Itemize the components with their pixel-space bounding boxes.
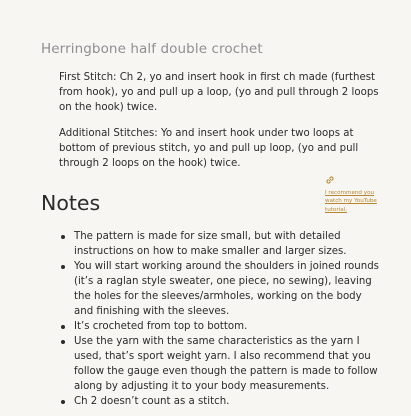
bullet-icon — [61, 340, 65, 344]
additional-stitches-paragraph: Additional Stitches: Yo and insert hook under two loops at bottom of previous stitch, yo and pull up loop, (yo and pull through 2 loops on the hook) twice. — [59, 128, 359, 169]
bullet-icon — [61, 265, 65, 269]
bullet-icon — [61, 400, 65, 404]
list-item — [59, 334, 379, 394]
note-text: The pattern is made for size small, but with detailed instructions on how to make smaller and larger sizes. — [74, 231, 347, 257]
list-item — [59, 319, 379, 334]
note-text: Use the yarn with the same characteristics as the yarn I used, that’s sport weight yarn. I also recommend that you follow the gauge even though the pattern is made to follow along by adjusting it to your body measurements. — [74, 336, 378, 392]
bullet-icon — [61, 235, 65, 239]
note-text: You will start working around the shoulders in joined rounds (it’s a raglan style sweater, one piece, no sewing), leaving the holes for the sleeves/armholes, working on the body and finishing with the sleeves. — [74, 261, 379, 317]
notes-list — [59, 229, 379, 409]
first-stitch-paragraph: First Stitch: Ch 2, yo and insert hook in first ch made (furthest from hook), yo and pull up a loop, (yo and pull through 2 loops on the hook) twice. — [59, 72, 379, 113]
list-item — [59, 394, 379, 409]
list-item — [59, 229, 379, 259]
youtube-tutorial-link[interactable]: I recommend you watch my YouTube tutorial. — [325, 190, 377, 213]
bullet-icon — [61, 325, 65, 329]
notes-title: Notes — [41, 191, 101, 215]
stitch-heading: Herringbone half double crochet — [41, 41, 263, 57]
note-text: Ch 2 doesn’t count as a stitch. — [74, 396, 230, 407]
list-item — [59, 259, 379, 319]
youtube-tutorial-sidenote[interactable] — [325, 175, 385, 214]
link-icon[interactable] — [325, 175, 335, 185]
note-text: It’s crocheted from top to bottom. — [74, 321, 248, 332]
